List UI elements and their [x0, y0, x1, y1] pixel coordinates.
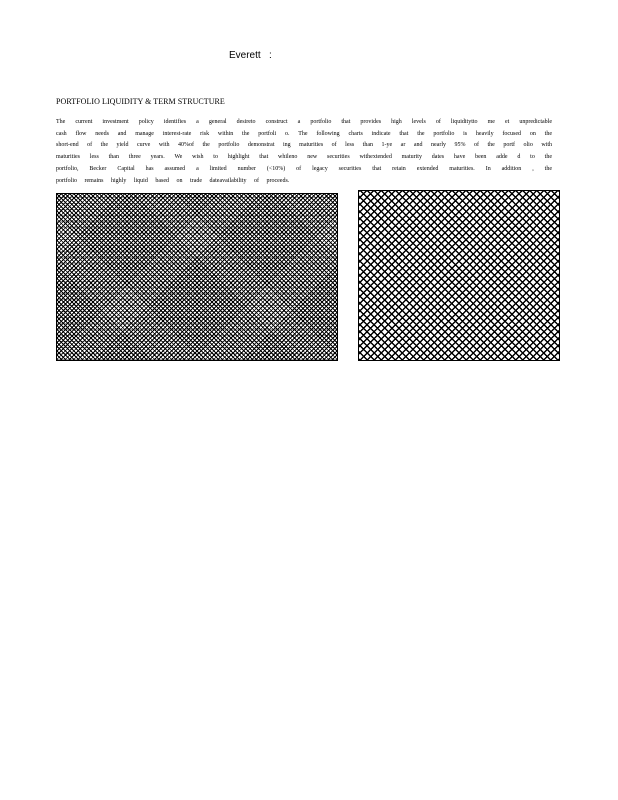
body-line: The current investment policy identifies a general desireto construct a portfolio that provides high levels of liquiditytto me et unpredictable	[56, 119, 552, 125]
section-title: PORTFOLIO LIQUIDITY & TERM STRUCTURE	[56, 97, 225, 106]
body-line: maturities less than three years. We wish to highlight that whileno new securities withextended maturity dates have been adde d to the	[56, 154, 552, 161]
liquidity-chart-image	[358, 190, 560, 361]
author-name-header: Everett :	[229, 50, 272, 61]
body-paragraph	[56, 117, 552, 187]
body-line: portfolio remains highly liquid based on trade dateavailability of proceeds.	[56, 177, 290, 184]
body-line: cash flow needs and manage interest-rate risk within the portfoli o. The following charts indicate that the portfolio is heavily focused on the	[56, 130, 552, 137]
maturity-chart-image	[56, 193, 338, 361]
body-line: short-end of the yield curve with 40%of the portfolio demonstrat ing maturities of less than 1-ye ar and nearly 95% of the portf olio with	[56, 142, 552, 149]
body-line: portfolio, Becker Capital has assumed a limited number (<10%) of legacy securities that retain extended maturities. In addition , the	[56, 165, 552, 172]
